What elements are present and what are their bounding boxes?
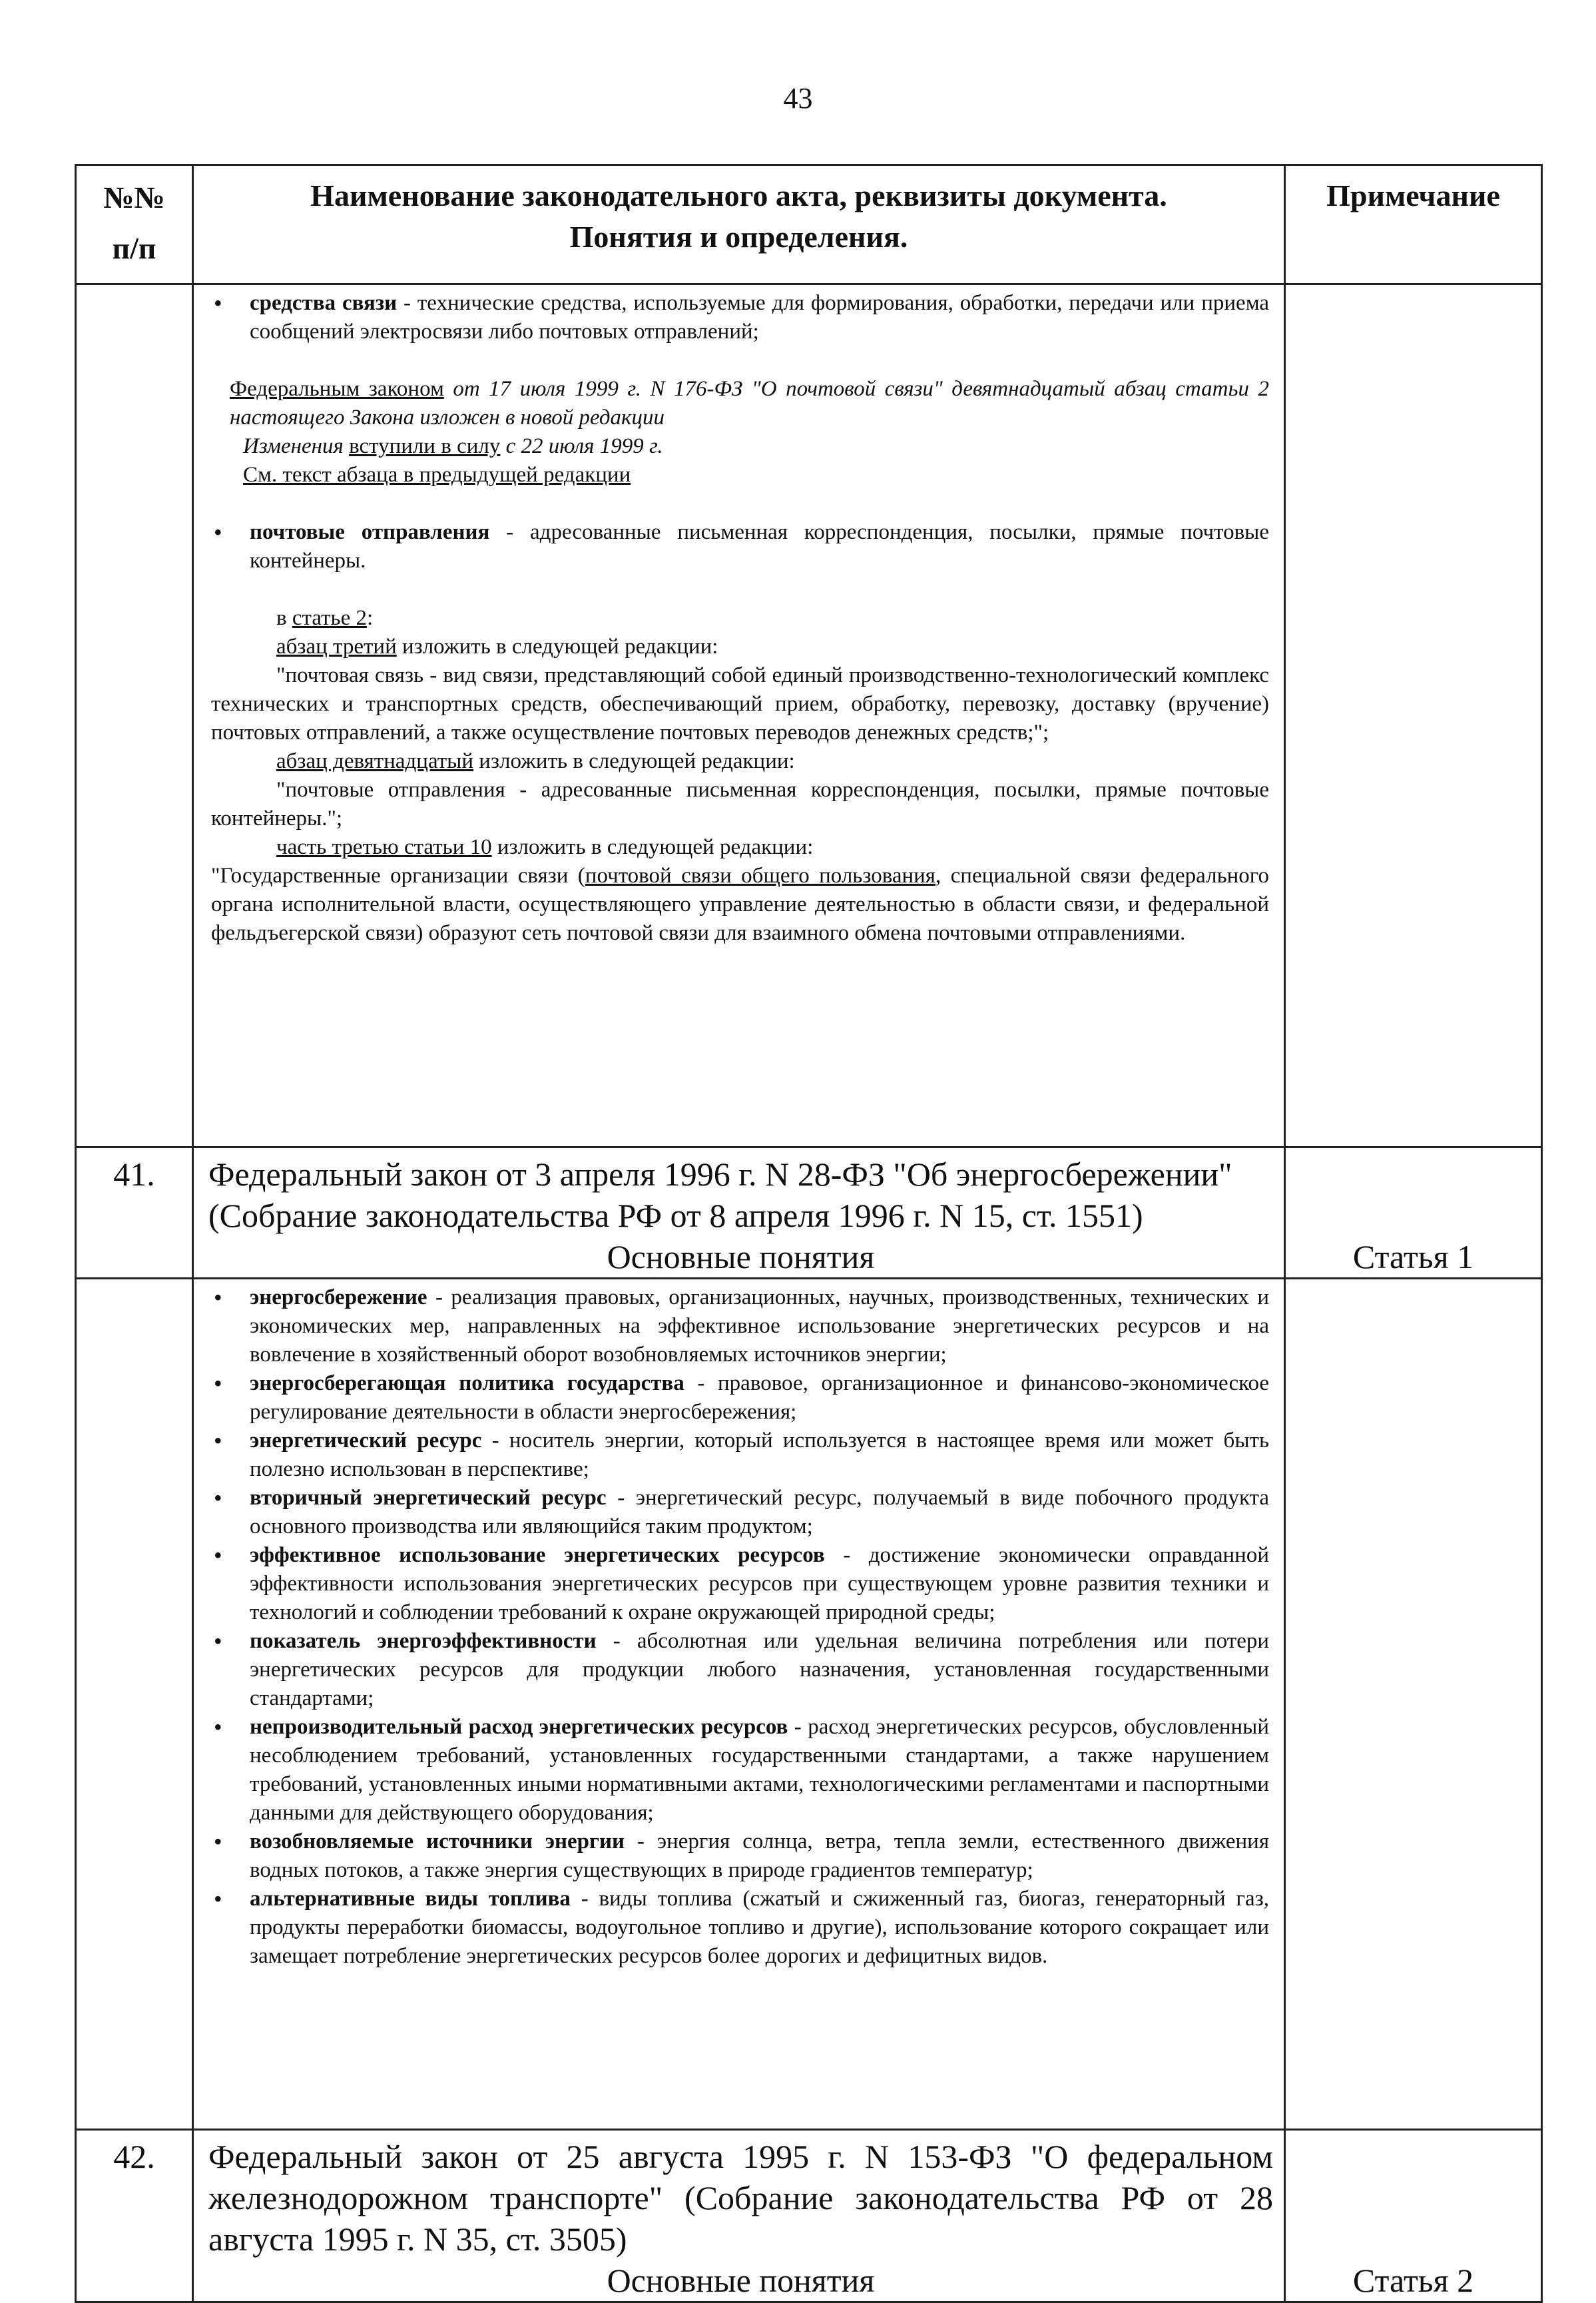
definition-text: - технические средства, используемые для формирования, обработки, передачи или приема сообщений электросвязи либо почтовых отправлений; bbox=[250, 291, 1269, 344]
changes-pre: Изменения bbox=[243, 434, 350, 458]
amend-instruction bbox=[211, 633, 1269, 661]
note-empty bbox=[1285, 284, 1542, 1148]
definition-term: энергосберегающая политика государства bbox=[250, 1371, 684, 1395]
definition-item bbox=[211, 1827, 1269, 1885]
law-row bbox=[76, 1148, 1542, 1279]
header-title-line2: Понятия и определения. bbox=[569, 220, 908, 254]
definition-list bbox=[211, 1283, 1269, 1971]
header-title-line1: Наименование законодательного акта, реквизиты документа. bbox=[310, 178, 1167, 212]
definitions-cell bbox=[193, 1279, 1285, 2130]
amendment-text: от 17 июля 1999 г. N 176-ФЗ "О почтовой связи" девятнадцатый абзац статьи 2 настоящего Закона изложен в новой редакции bbox=[230, 377, 1269, 430]
definition-term: вторичный энергетический ресурс bbox=[250, 1486, 607, 1510]
article-link[interactable]: статье 2 bbox=[292, 606, 367, 630]
definition-item bbox=[211, 1541, 1269, 1627]
definition-item bbox=[211, 518, 1269, 575]
definition-term: энергетический ресурс bbox=[250, 1429, 482, 1453]
changes-note bbox=[211, 432, 1269, 461]
definition-term: показатель энергоэффективности bbox=[250, 1629, 597, 1653]
definition-term: средства связи bbox=[250, 291, 398, 315]
definition-item bbox=[211, 1484, 1269, 1541]
amendment-note bbox=[211, 375, 1269, 432]
paragraph-link[interactable]: абзац девятнадцатый bbox=[276, 749, 474, 773]
definition-text: - энергетический ресурс, получаемый в виде побочного продукта основного производства или являющийся таким продуктом; bbox=[250, 1486, 1270, 1538]
definition-item bbox=[211, 289, 1269, 346]
article-link[interactable]: часть третью статьи 10 bbox=[276, 835, 492, 859]
definition-term: альтернативные виды топлива bbox=[250, 1887, 571, 1911]
table-row bbox=[76, 1279, 1542, 2130]
definition-text: - энергия солнца, ветра, тепла земли, естественного движения водных потоков, а также энергия существующих в природе градиентов температур; bbox=[250, 1829, 1269, 1882]
postal-service-link[interactable]: почтовой связи общего пользования bbox=[585, 864, 935, 888]
law-title: Федеральный закон от 25 августа 1995 г. N 153-ФЗ "О федеральном железнодорожном транспорте" (Собрание законодательства РФ от 28 августа 1995 г. N 35, ст. 3505) bbox=[208, 2138, 1273, 2258]
definition-text: - достижение экономически оправданной эффективности использования энергетических ресурсов при существующем уровне развития техники и технологий и соблюдении требований к охране окружающей природной среды; bbox=[250, 1543, 1269, 1624]
header-title bbox=[193, 165, 1285, 284]
amend-instruction bbox=[211, 747, 1269, 776]
laws-table bbox=[75, 164, 1543, 2303]
table-header-row bbox=[76, 165, 1542, 284]
definition-item bbox=[211, 1369, 1269, 1427]
instruction-post: изложить в следующей редакции: bbox=[491, 835, 814, 859]
previous-version-link-wrap bbox=[211, 461, 1269, 490]
instruction-post: изложить в следующей редакции: bbox=[473, 749, 795, 773]
definition-text: - абсолютная или удельная величина потребления или потери энергетических ресурсов для продукции любого назначения, установленная государственными стандартами; bbox=[250, 1629, 1269, 1710]
header-note: Примечание bbox=[1285, 165, 1542, 284]
paragraph-link[interactable]: абзац третий bbox=[276, 635, 397, 659]
instruction-pre: в bbox=[276, 606, 292, 630]
law-subtitle: Основные понятия bbox=[607, 2262, 875, 2299]
amend-instruction bbox=[211, 833, 1269, 862]
definition-term: эффективное использование энергетических ресурсов bbox=[250, 1543, 825, 1567]
amend-quote bbox=[211, 862, 1269, 948]
definition-text: - адресованные письменная корреспонденция, посылки, прямые почтовые контейнеры. bbox=[250, 520, 1269, 573]
definition-text: - правовое, организационное и финансово-экономическое регулирование деятельности в области энергосбережения; bbox=[250, 1371, 1270, 1424]
definition-item bbox=[211, 1885, 1269, 1971]
law-title-cell bbox=[193, 1148, 1285, 1279]
quote-pre: "Государственные организации связи ( bbox=[211, 864, 585, 888]
amendment-link[interactable]: Федеральным законом bbox=[230, 377, 444, 401]
note-empty bbox=[1285, 1279, 1542, 2130]
law-title: Федеральный закон от 3 апреля 1996 г. N 28-ФЗ "Об энергосбережении" (Собрание законодательства РФ от 8 апреля 1996 г. N 15, ст. 1551) bbox=[208, 1155, 1232, 1234]
definition-text: - носитель энергии, который используется в настоящее время или может быть полезно использован в перспективе; bbox=[250, 1429, 1269, 1481]
law-title-cell bbox=[193, 2130, 1285, 2302]
previous-version-link[interactable]: См. текст абзаца в предыдущей редакции bbox=[243, 463, 631, 487]
definition-item bbox=[211, 1713, 1269, 1827]
instruction-post: : bbox=[366, 606, 374, 630]
quote-post: , специальной связи федерального органа исполнительной власти, осуществляющего управление деятельностью в области связи, и федеральной фельдъегерской связи) образуют сеть почтовой связи для взаимного обмена почтовыми отправлениями. bbox=[211, 864, 1270, 945]
law-number: 42. bbox=[76, 2130, 193, 2302]
page-number: 43 bbox=[783, 82, 813, 115]
header-number bbox=[76, 165, 193, 284]
definition-text: - виды топлива (сжатый и сжиженный газ, биогаз, генераторный газ, продукты переработки биомассы, водоугольное топливо и другие), использование которого сокращает или замещает потребление энергетических ресурсов более дорогих и дефицитных видов. bbox=[250, 1887, 1269, 1968]
amend-instruction bbox=[211, 604, 1269, 633]
law-row bbox=[76, 2130, 1542, 2302]
definition-term: возобновляемые источники энергии bbox=[250, 1829, 625, 1853]
row-number-empty bbox=[76, 1279, 193, 2130]
definition-text: - расход энергетических ресурсов, обусловленный несоблюдением требований, установленных государственными стандартами, а также нарушением требований, установленных иными нормативными актами, технологическими регламентами и паспортными данными для действующего оборудования; bbox=[250, 1715, 1269, 1825]
definitions-cell bbox=[193, 284, 1285, 1148]
changes-post: с 22 июля 1999 г. bbox=[500, 434, 663, 458]
definition-term: энергосбережение bbox=[250, 1285, 427, 1309]
amend-quote: "почтовые отправления - адресованные письменная корреспонденция, посылки, прямые почтовые контейнеры."; bbox=[211, 778, 1269, 830]
law-subtitle: Основные понятия bbox=[607, 1238, 875, 1275]
changes-link[interactable]: вступили в силу bbox=[349, 434, 501, 458]
definition-item bbox=[211, 1283, 1269, 1369]
amend-quote: "почтовая связь - вид связи, представляющий собой единый производственно-технологический комплекс технических и транспортных средств, обеспечивающий прием, обработку, перевозку, доставку (вручение) почтовых отправлений, а также осуществление почтовых переводов денежных средств;"; bbox=[211, 663, 1269, 745]
law-number: 41. bbox=[76, 1148, 193, 1279]
row-number-empty bbox=[76, 284, 193, 1148]
law-note: Статья 1 bbox=[1285, 1148, 1542, 1279]
definition-text: - реализация правовых, организационных, научных, производственных, технических и экономических мер, направленных на эффективное использование энергетических ресурсов и на вовлечение в хозяйственный оборот возобновляемых источников энергии; bbox=[250, 1285, 1269, 1367]
header-number-line2: п/п bbox=[112, 231, 156, 265]
law-note: Статья 2 bbox=[1285, 2130, 1542, 2302]
definition-list bbox=[211, 518, 1269, 575]
instruction-post: изложить в следующей редакции: bbox=[396, 635, 718, 659]
table-row bbox=[76, 284, 1542, 1148]
definition-item bbox=[211, 1627, 1269, 1713]
definition-term: почтовые отправления bbox=[250, 520, 490, 544]
definition-term: непроизводительный расход энергетических ресурсов bbox=[250, 1715, 788, 1739]
definition-item bbox=[211, 1427, 1269, 1484]
header-number-line1: №№ bbox=[103, 180, 165, 214]
definition-list bbox=[211, 289, 1269, 346]
